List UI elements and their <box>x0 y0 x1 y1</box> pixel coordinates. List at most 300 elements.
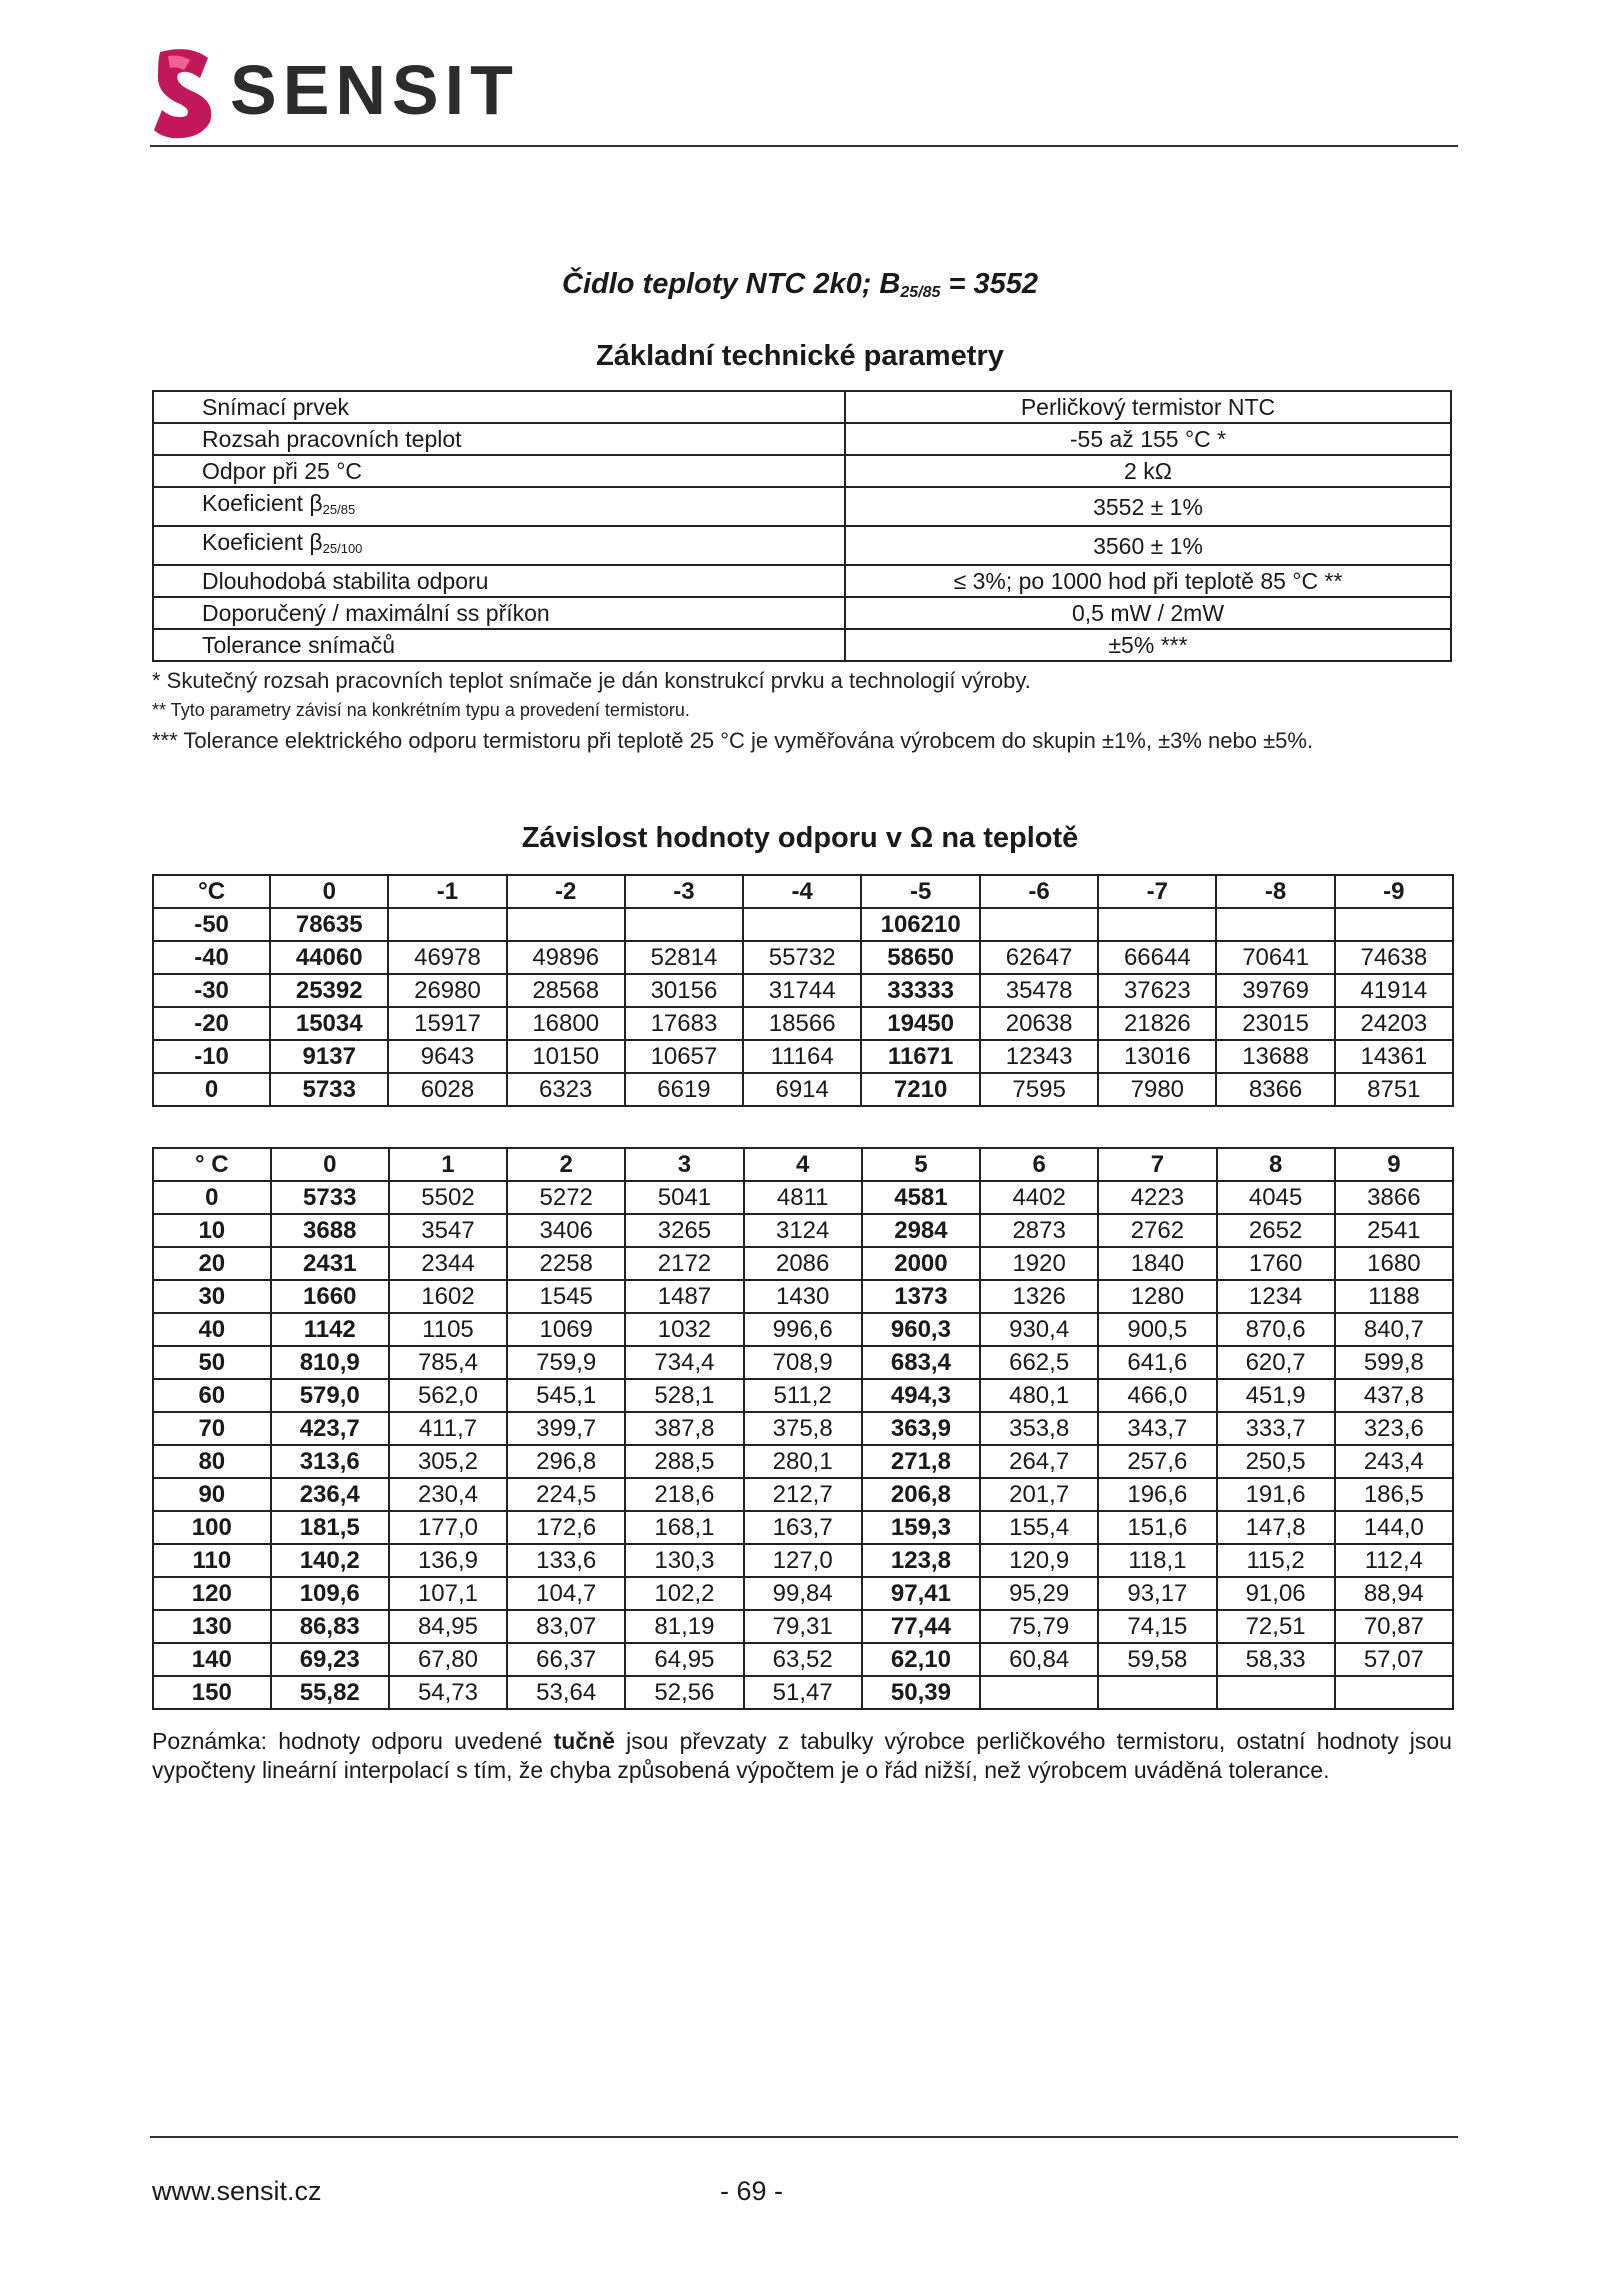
resistance-cell: 59,58 <box>1098 1643 1216 1676</box>
column-header: 7 <box>1098 1148 1216 1181</box>
row-temperature: 40 <box>153 1313 271 1346</box>
resistance-cell: 662,5 <box>980 1346 1098 1379</box>
resistance-cell: 140,2 <box>271 1544 389 1577</box>
resistance-cell: 641,6 <box>1098 1346 1216 1379</box>
resistance-cell: 218,6 <box>625 1478 743 1511</box>
resistance-cell: 81,19 <box>625 1610 743 1643</box>
section-heading-resistance: Závislost hodnoty odporu v Ω na teplotě <box>521 822 1079 854</box>
resistance-cell: 168,1 <box>625 1511 743 1544</box>
resistance-cell: 181,5 <box>271 1511 389 1544</box>
resistance-cell: 5502 <box>389 1181 507 1214</box>
resistance-cell: 1188 <box>1335 1280 1453 1313</box>
resistance-cell: 31744 <box>743 974 861 1007</box>
resistance-cell <box>1216 908 1334 941</box>
resistance-cell: 44060 <box>270 941 388 974</box>
resistance-cell: 466,0 <box>1098 1379 1216 1412</box>
resistance-cell: 50,39 <box>862 1676 980 1709</box>
resistance-cell: 186,5 <box>1335 1478 1453 1511</box>
parameter-label-subscript: 25/85 <box>322 502 356 517</box>
row-temperature: 60 <box>153 1379 271 1412</box>
resistance-cell: 2873 <box>980 1214 1098 1247</box>
resistance-cell: 19450 <box>861 1007 980 1040</box>
resistance-cell: 250,5 <box>1217 1445 1335 1478</box>
resistance-cell: 104,7 <box>507 1577 625 1610</box>
resistance-cell: 257,6 <box>1098 1445 1216 1478</box>
column-header: -4 <box>743 875 861 908</box>
resistance-cell: 172,6 <box>507 1511 625 1544</box>
resistance-cell: 55732 <box>743 941 861 974</box>
resistance-cell: 1326 <box>980 1280 1098 1313</box>
parameter-value: 2 kΩ <box>845 455 1451 487</box>
table-row <box>153 1346 1453 1379</box>
footnote-3: *** Tolerance elektrického odporu termistoru při teplotě 25 °C je vyměřována výrobcem do skupin ±1%, ±3% nebo ±5%. <box>152 728 1314 753</box>
resistance-cell: 7210 <box>861 1073 980 1106</box>
resistance-cell: 683,4 <box>862 1346 980 1379</box>
resistance-cell: 62,10 <box>862 1643 980 1676</box>
row-temperature: 120 <box>153 1577 271 1610</box>
resistance-cell <box>625 908 743 941</box>
resistance-cell: 212,7 <box>744 1478 862 1511</box>
resistance-cell: 1069 <box>507 1313 625 1346</box>
parameter-label-text: Odpor při 25 °C <box>202 458 363 484</box>
parameter-label <box>153 455 845 487</box>
resistance-cell: 88,94 <box>1335 1577 1453 1610</box>
resistance-cell: 120,9 <box>980 1544 1098 1577</box>
resistance-cell: 67,80 <box>389 1643 507 1676</box>
parameter-label-subscript: 25/100 <box>322 541 363 556</box>
resistance-cell: 264,7 <box>980 1445 1098 1478</box>
table-row <box>153 1544 1453 1577</box>
resistance-cell: 4811 <box>744 1181 862 1214</box>
parameter-label <box>153 565 845 597</box>
section-heading-parameters: Základní technické parametry <box>596 340 1004 372</box>
resistance-cell: 118,1 <box>1098 1544 1216 1577</box>
resistance-cell: 13016 <box>1098 1040 1216 1073</box>
parameter-row <box>153 391 1451 423</box>
resistance-cell: 8751 <box>1335 1073 1453 1106</box>
resistance-cell: 3547 <box>389 1214 507 1247</box>
resistance-cell: 6914 <box>743 1073 861 1106</box>
row-temperature: 150 <box>153 1676 271 1709</box>
resistance-cell: 375,8 <box>744 1412 862 1445</box>
column-header: 0 <box>270 875 388 908</box>
resistance-cell: 18566 <box>743 1007 861 1040</box>
parameter-value: 3552 ± 1% <box>845 487 1451 526</box>
resistance-cell: 2984 <box>862 1214 980 1247</box>
row-temperature: 70 <box>153 1412 271 1445</box>
resistance-cell: 1602 <box>389 1280 507 1313</box>
resistance-cell: 72,51 <box>1217 1610 1335 1643</box>
resistance-cell: 1032 <box>625 1313 743 1346</box>
resistance-cell: 147,8 <box>1217 1511 1335 1544</box>
column-header: 9 <box>1335 1148 1453 1181</box>
resistance-cell: 21826 <box>1098 1007 1216 1040</box>
resistance-cell: 8366 <box>1216 1073 1334 1106</box>
row-temperature: 30 <box>153 1280 271 1313</box>
parameter-value: 0,5 mW / 2mW <box>845 597 1451 629</box>
table-row <box>153 1313 1453 1346</box>
parameter-value: -55 až 155 °C * <box>845 423 1451 455</box>
column-header: 2 <box>507 1148 625 1181</box>
row-temperature: -10 <box>153 1040 270 1073</box>
parameter-label-text: Dlouhodobá stabilita odporu <box>202 568 489 594</box>
resistance-cell: 30156 <box>625 974 743 1007</box>
resistance-cell: 305,2 <box>389 1445 507 1478</box>
column-header: ° C <box>153 1148 271 1181</box>
table-row <box>153 1073 1453 1106</box>
resistance-cell: 437,8 <box>1335 1379 1453 1412</box>
resistance-cell: 411,7 <box>389 1412 507 1445</box>
parameter-label-text: Tolerance snímačů <box>202 632 396 658</box>
parameter-label-text: Koeficient β <box>202 490 323 516</box>
resistance-cell: 123,8 <box>862 1544 980 1577</box>
parameter-label-text: Koeficient β <box>202 529 323 555</box>
table-row <box>153 1676 1453 1709</box>
resistance-cell: 57,07 <box>1335 1643 1453 1676</box>
parameter-label <box>153 423 845 455</box>
resistance-cell: 107,1 <box>389 1577 507 1610</box>
resistance-cell: 810,9 <box>271 1346 389 1379</box>
resistance-cell: 3265 <box>625 1214 743 1247</box>
resistance-cell: 37623 <box>1098 974 1216 1007</box>
title-subscript: 25/85 <box>900 284 941 301</box>
resistance-cell: 11164 <box>743 1040 861 1073</box>
resistance-cell: 79,31 <box>744 1610 862 1643</box>
resistance-cell: 4402 <box>980 1181 1098 1214</box>
parameter-label <box>153 391 845 423</box>
resistance-cell <box>388 908 506 941</box>
resistance-cell: 1280 <box>1098 1280 1216 1313</box>
resistance-cell: 280,1 <box>744 1445 862 1478</box>
row-temperature: 100 <box>153 1511 271 1544</box>
parameter-row <box>153 526 1451 565</box>
resistance-cell: 243,4 <box>1335 1445 1453 1478</box>
resistance-cell: 26980 <box>388 974 506 1007</box>
resistance-cell <box>743 908 861 941</box>
resistance-cell: 112,4 <box>1335 1544 1453 1577</box>
resistance-cell: 39769 <box>1216 974 1334 1007</box>
row-temperature: -30 <box>153 974 270 1007</box>
resistance-cell: 840,7 <box>1335 1313 1453 1346</box>
resistance-cell: 17683 <box>625 1007 743 1040</box>
resistance-cell: 1487 <box>625 1280 743 1313</box>
resistance-cell <box>1335 1676 1453 1709</box>
table-row <box>153 1007 1453 1040</box>
resistance-cell: 11671 <box>861 1040 980 1073</box>
resistance-cell: 996,6 <box>744 1313 862 1346</box>
footnote-1: * Skutečný rozsah pracovních teplot snímače je dán konstrukcí prvku a technologií výroby. <box>152 668 1031 693</box>
column-header: 8 <box>1217 1148 1335 1181</box>
resistance-cell: 95,29 <box>980 1577 1098 1610</box>
resistance-cell: 75,79 <box>980 1610 1098 1643</box>
row-temperature: 20 <box>153 1247 271 1280</box>
resistance-cell: 115,2 <box>1217 1544 1335 1577</box>
column-header: -3 <box>625 875 743 908</box>
resistance-cell: 93,17 <box>1098 1577 1216 1610</box>
parameter-value: ≤ 3%; po 1000 hod při teplotě 85 °C ** <box>845 565 1451 597</box>
logo-wordmark: SENSIT <box>230 51 519 129</box>
table-header-row <box>153 875 1453 908</box>
parameter-value: ±5% *** <box>845 629 1451 661</box>
parameter-label-text: Snímací prvek <box>202 394 349 420</box>
resistance-cell: 54,73 <box>389 1676 507 1709</box>
resistance-cell: 6028 <box>388 1073 506 1106</box>
resistance-cell: 6619 <box>625 1073 743 1106</box>
table-row <box>153 1577 1453 1610</box>
resistance-cell: 785,4 <box>389 1346 507 1379</box>
resistance-cell: 16800 <box>507 1007 625 1040</box>
title-main: Čidlo teploty NTC 2k0; B <box>562 268 901 300</box>
resistance-cell: 2541 <box>1335 1214 1453 1247</box>
parameters-table <box>152 390 1452 662</box>
row-temperature: 140 <box>153 1643 271 1676</box>
resistance-cell: 323,6 <box>1335 1412 1453 1445</box>
resistance-cell: 511,2 <box>744 1379 862 1412</box>
row-temperature: 10 <box>153 1214 271 1247</box>
table-row <box>153 1247 1453 1280</box>
resistance-cell: 1760 <box>1217 1247 1335 1280</box>
resistance-cell: 41914 <box>1335 974 1453 1007</box>
resistance-cell: 2258 <box>507 1247 625 1280</box>
parameter-label <box>153 487 845 526</box>
resistance-cell: 84,95 <box>389 1610 507 1643</box>
resistance-cell: 1373 <box>862 1280 980 1313</box>
resistance-cell: 10657 <box>625 1040 743 1073</box>
resistance-cell: 343,7 <box>1098 1412 1216 1445</box>
resistance-cell: 2172 <box>625 1247 743 1280</box>
resistance-cell: 64,95 <box>625 1643 743 1676</box>
resistance-cell: 24203 <box>1335 1007 1453 1040</box>
table-row <box>153 1214 1453 1247</box>
resistance-cell: 201,7 <box>980 1478 1098 1511</box>
resistance-cell: 102,2 <box>625 1577 743 1610</box>
footer-website[interactable]: www.sensit.cz <box>152 2176 322 2206</box>
document-title <box>0 268 1600 302</box>
resistance-cell: 2086 <box>744 1247 862 1280</box>
resistance-cell: 109,6 <box>271 1577 389 1610</box>
resistance-cell: 66,37 <box>507 1643 625 1676</box>
row-temperature: -50 <box>153 908 270 941</box>
resistance-cell: 4223 <box>1098 1181 1216 1214</box>
resistance-cell: 296,8 <box>507 1445 625 1478</box>
resistance-cell: 1840 <box>1098 1247 1216 1280</box>
title-tail: = 3552 <box>940 268 1038 300</box>
resistance-cell: 28568 <box>507 974 625 1007</box>
resistance-cell: 106210 <box>861 908 980 941</box>
resistance-cell: 33333 <box>861 974 980 1007</box>
resistance-cell: 2000 <box>862 1247 980 1280</box>
parameter-row <box>153 565 1451 597</box>
table-row <box>153 1610 1453 1643</box>
resistance-cell: 144,0 <box>1335 1511 1453 1544</box>
resistance-cell: 53,64 <box>507 1676 625 1709</box>
table-row <box>153 1445 1453 1478</box>
page-number: - 69 - <box>720 2176 784 2206</box>
parameter-value: 3560 ± 1% <box>845 526 1451 565</box>
parameter-label-text: Doporučený / maximální ss příkon <box>202 600 550 626</box>
resistance-cell: 55,82 <box>271 1676 389 1709</box>
resistance-cell: 91,06 <box>1217 1577 1335 1610</box>
row-temperature: 130 <box>153 1610 271 1643</box>
resistance-cell: 133,6 <box>507 1544 625 1577</box>
resistance-cell: 1234 <box>1217 1280 1335 1313</box>
resistance-cell: 74638 <box>1335 941 1453 974</box>
resistance-cell: 127,0 <box>744 1544 862 1577</box>
row-temperature: 0 <box>153 1181 271 1214</box>
resistance-cell: 363,9 <box>862 1412 980 1445</box>
row-temperature: -40 <box>153 941 270 974</box>
resistance-cell: 74,15 <box>1098 1610 1216 1643</box>
table-row <box>153 1412 1453 1445</box>
table-row <box>153 908 1453 941</box>
parameter-label <box>153 597 845 629</box>
resistance-table-negative <box>152 874 1454 1107</box>
resistance-cell: 5272 <box>507 1181 625 1214</box>
resistance-cell <box>1098 908 1216 941</box>
resistance-cell: 620,7 <box>1217 1346 1335 1379</box>
resistance-cell: 196,6 <box>1098 1478 1216 1511</box>
resistance-cell: 545,1 <box>507 1379 625 1412</box>
resistance-cell: 62647 <box>980 941 1098 974</box>
table-row <box>153 1643 1453 1676</box>
parameter-label <box>153 526 845 565</box>
resistance-cell: 6323 <box>507 1073 625 1106</box>
parameter-label-text: Rozsah pracovních teplot <box>202 426 462 452</box>
table-row <box>153 941 1453 974</box>
resistance-cell: 236,4 <box>271 1478 389 1511</box>
resistance-cell: 759,9 <box>507 1346 625 1379</box>
resistance-cell: 3406 <box>507 1214 625 1247</box>
column-header: -1 <box>388 875 506 908</box>
parameter-value: Perličkový termistor NTC <box>845 391 1451 423</box>
resistance-cell: 1920 <box>980 1247 1098 1280</box>
resistance-cell: 14361 <box>1335 1040 1453 1073</box>
resistance-cell: 3688 <box>271 1214 389 1247</box>
resistance-cell: 66644 <box>1098 941 1216 974</box>
parameter-row <box>153 423 1451 455</box>
resistance-cell: 230,4 <box>389 1478 507 1511</box>
parameter-row <box>153 629 1451 661</box>
resistance-cell: 5733 <box>271 1181 389 1214</box>
resistance-cell <box>1335 908 1453 941</box>
resistance-cell: 163,7 <box>744 1511 862 1544</box>
table-row <box>153 1280 1453 1313</box>
resistance-cell: 51,47 <box>744 1676 862 1709</box>
resistance-cell: 9137 <box>270 1040 388 1073</box>
parameter-label <box>153 629 845 661</box>
table-row <box>153 974 1453 1007</box>
resistance-cell: 99,84 <box>744 1577 862 1610</box>
resistance-cell: 25392 <box>270 974 388 1007</box>
resistance-cell: 12343 <box>980 1040 1098 1073</box>
resistance-cell: 4581 <box>862 1181 980 1214</box>
resistance-cell: 333,7 <box>1217 1412 1335 1445</box>
row-temperature: 110 <box>153 1544 271 1577</box>
resistance-cell: 86,83 <box>271 1610 389 1643</box>
table-row <box>153 1181 1453 1214</box>
column-header: -8 <box>1216 875 1334 908</box>
resistance-cell: 191,6 <box>1217 1478 1335 1511</box>
resistance-cell: 494,3 <box>862 1379 980 1412</box>
resistance-cell <box>507 908 625 941</box>
resistance-cell: 23015 <box>1216 1007 1334 1040</box>
resistance-cell: 562,0 <box>389 1379 507 1412</box>
resistance-cell: 159,3 <box>862 1511 980 1544</box>
row-temperature: 80 <box>153 1445 271 1478</box>
table-row <box>153 1478 1453 1511</box>
resistance-cell <box>1098 1676 1216 1709</box>
resistance-cell: 15917 <box>388 1007 506 1040</box>
resistance-cell: 399,7 <box>507 1412 625 1445</box>
resistance-cell: 313,6 <box>271 1445 389 1478</box>
table-header-row <box>153 1148 1453 1181</box>
resistance-cell: 4045 <box>1217 1181 1335 1214</box>
resistance-cell: 155,4 <box>980 1511 1098 1544</box>
column-header: -6 <box>980 875 1098 908</box>
resistance-cell: 63,52 <box>744 1643 862 1676</box>
resistance-cell: 77,44 <box>862 1610 980 1643</box>
resistance-cell: 206,8 <box>862 1478 980 1511</box>
column-header: °C <box>153 875 270 908</box>
row-temperature: 50 <box>153 1346 271 1379</box>
column-header: 3 <box>625 1148 743 1181</box>
resistance-table-positive <box>152 1147 1454 1710</box>
resistance-cell: 288,5 <box>625 1445 743 1478</box>
resistance-cell: 58,33 <box>1217 1643 1335 1676</box>
resistance-cell: 1545 <box>507 1280 625 1313</box>
footer-rule <box>150 2136 1458 2138</box>
row-temperature: -20 <box>153 1007 270 1040</box>
resistance-cell: 528,1 <box>625 1379 743 1412</box>
sensit-logo <box>150 44 519 144</box>
table-row <box>153 1040 1453 1073</box>
resistance-cell: 78635 <box>270 908 388 941</box>
column-header: 0 <box>271 1148 389 1181</box>
resistance-cell: 151,6 <box>1098 1511 1216 1544</box>
resistance-cell: 2431 <box>271 1247 389 1280</box>
column-header: -5 <box>861 875 980 908</box>
resistance-cell: 960,3 <box>862 1313 980 1346</box>
resistance-cell: 734,4 <box>625 1346 743 1379</box>
resistance-cell: 15034 <box>270 1007 388 1040</box>
resistance-cell: 2762 <box>1098 1214 1216 1247</box>
resistance-cell: 930,4 <box>980 1313 1098 1346</box>
resistance-cell: 3124 <box>744 1214 862 1247</box>
resistance-cell: 423,7 <box>271 1412 389 1445</box>
row-temperature: 0 <box>153 1073 270 1106</box>
resistance-cell <box>1217 1676 1335 1709</box>
resistance-cell: 46978 <box>388 941 506 974</box>
column-header: -9 <box>1335 875 1453 908</box>
resistance-cell: 900,5 <box>1098 1313 1216 1346</box>
resistance-cell: 52814 <box>625 941 743 974</box>
parameter-row <box>153 487 1451 526</box>
table-row <box>153 1511 1453 1544</box>
resistance-cell: 136,9 <box>389 1544 507 1577</box>
resistance-cell: 353,8 <box>980 1412 1098 1445</box>
resistance-cell: 579,0 <box>271 1379 389 1412</box>
resistance-cell: 60,84 <box>980 1643 1098 1676</box>
parameter-row <box>153 455 1451 487</box>
resistance-cell <box>980 908 1098 941</box>
resistance-cell: 387,8 <box>625 1412 743 1445</box>
resistance-cell: 2652 <box>1217 1214 1335 1247</box>
resistance-cell: 69,23 <box>271 1643 389 1676</box>
resistance-cell: 52,56 <box>625 1676 743 1709</box>
table-row <box>153 1379 1453 1412</box>
column-header: 5 <box>862 1148 980 1181</box>
table-note-bold-word: tučně <box>553 1728 615 1754</box>
